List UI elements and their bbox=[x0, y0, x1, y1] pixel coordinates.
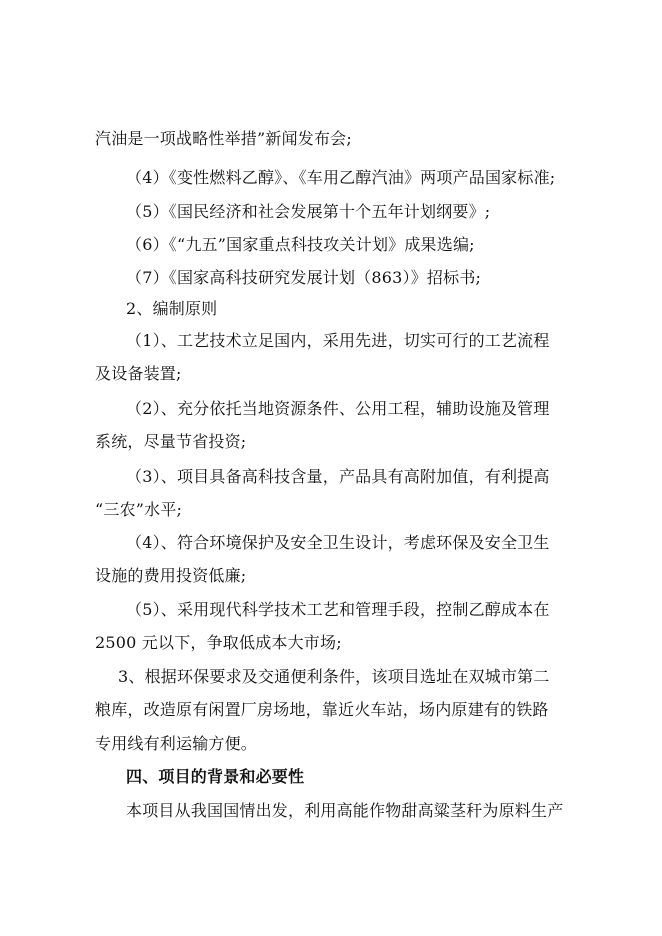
text-line-1: 汽油是一项战略性举措”新闻发布会; bbox=[95, 129, 352, 148]
principle-3-line-1: （3）、项目具备高科技含量，产品具有高附加值，有利提高 bbox=[126, 467, 550, 486]
principle-2-line-2: 系统，尽量节省投资; bbox=[95, 432, 247, 451]
site-selection-line-3: 专用线有利运输方便。 bbox=[95, 734, 258, 753]
principle-5-line-2: 2500 元以下，争取低成本大市场; bbox=[95, 633, 342, 652]
text-line-3: （5）《国民经济和社会发展第十个五年计划纲要》; bbox=[126, 202, 491, 221]
text-line-2: （4）《变性燃料乙醇》、《车用乙醇汽油》两项产品国家标准; bbox=[126, 168, 556, 187]
section-heading-background: 四、项目的背景和必要性 bbox=[126, 767, 305, 786]
principle-4-line-1: （4）、符合环境保护及安全卫生设计，考虑环保及安全卫生 bbox=[126, 533, 550, 552]
principle-1-line-1: （1）、工艺技术立足国内，采用先进，切实可行的工艺流程 bbox=[126, 331, 550, 350]
site-selection-line-1: 3、根据环保要求及交通便利条件，该项目选址在双城市第二 bbox=[118, 667, 550, 686]
text-line-5: （7）《国家高科技研究发展计划（863）》招标书; bbox=[126, 268, 482, 287]
site-selection-line-2: 粮库，改造原有闲置厂房场地，靠近火车站，场内原建有的铁路 bbox=[95, 700, 549, 719]
principle-3-line-2: “三农”水平; bbox=[95, 500, 183, 519]
text-line-4: （6）《“九五”国家重点科技攻关计划》成果选编; bbox=[126, 235, 475, 254]
principle-5-line-1: （5）、采用现代科学技术工艺和管理手段，控制乙醇成本在 bbox=[126, 600, 550, 619]
section-title-principles: 2、编制原则 bbox=[126, 299, 218, 318]
background-paragraph-line-1: 本项目从我国国情出发，利用高能作物甜高粱茎秆为原料生产 bbox=[126, 801, 564, 820]
principle-1-line-2: 及设备装置; bbox=[95, 364, 182, 383]
principle-2-line-1: （2）、充分依托当地资源条件、公用工程，辅助设施及管理 bbox=[126, 399, 550, 418]
principle-4-line-2: 设施的费用投资低廉; bbox=[95, 566, 247, 585]
